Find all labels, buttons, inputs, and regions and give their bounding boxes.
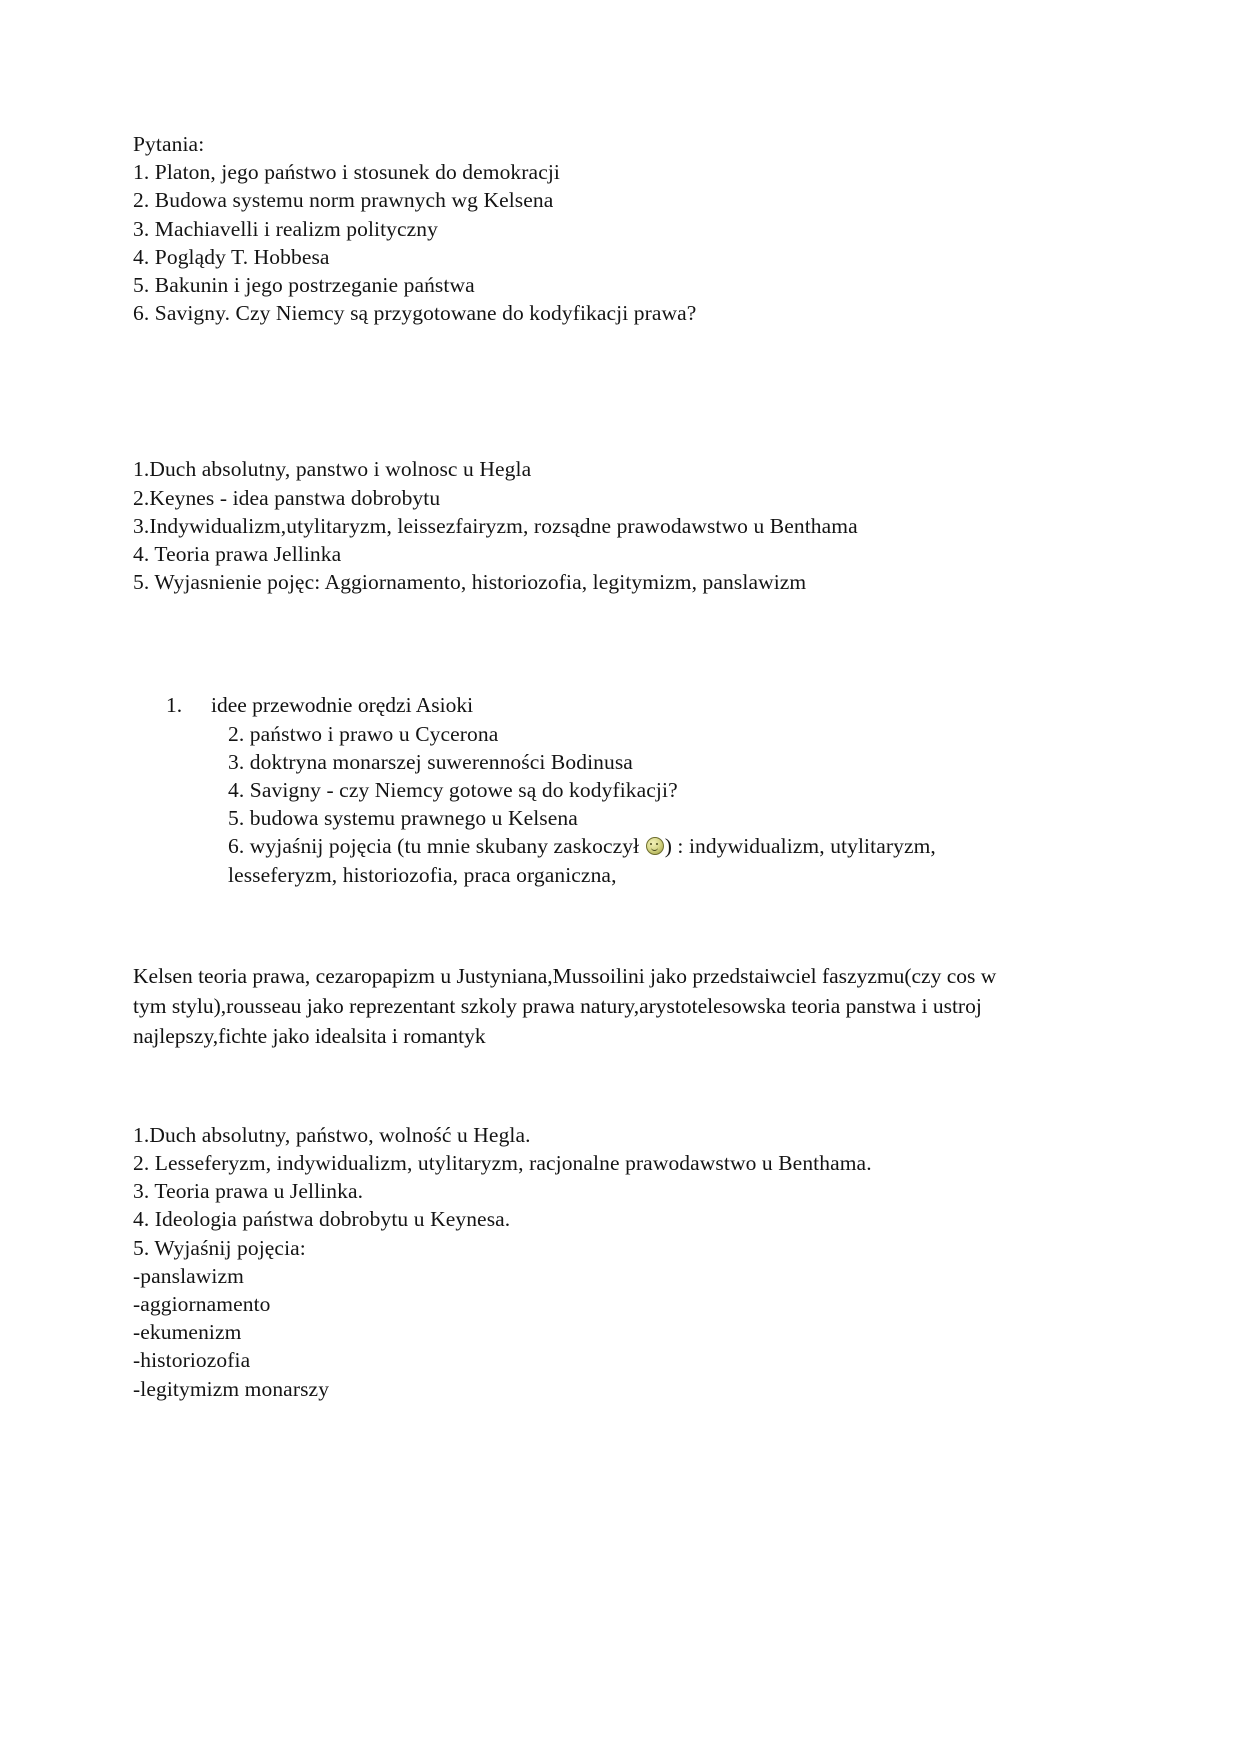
question-item: 2.Keynes - idea panstwa dobrobytu: [133, 485, 441, 510]
ordered-list-rest: [228, 720, 1133, 889]
list-item-with-emoji: [228, 832, 1133, 860]
question-item: 2. Lesseferyzm, indywidualizm, utylitaryzm, racjonalne prawodawstwo u Benthama.: [133, 1151, 872, 1176]
list-item: 5. budowa systemu prawnego u Kelsena: [228, 806, 578, 831]
block-spacer: [133, 327, 1133, 455]
questions-header: Pytania:: [133, 132, 205, 156]
questions-block-1: [133, 130, 1133, 327]
list-item: 2. państwo i prawo u Cycerona: [228, 721, 499, 746]
question-item: 3. Teoria prawa u Jellinka.: [133, 1179, 364, 1204]
questions-block-3: [166, 691, 1133, 888]
question-item: 1.Duch absolutny, państwo, wolność u Hegla.: [133, 1122, 531, 1147]
question-item: 3.Indywidualizm,utylitaryzm, leissezfairyzm, rozsądne prawodawstwo u Benthama: [133, 513, 858, 538]
ordered-list-item-1: [166, 691, 1133, 719]
block-spacer: [133, 889, 1133, 961]
question-item: 4. Poglądy T. Hobbesa: [133, 244, 330, 269]
list-marker: 1.: [166, 693, 183, 718]
question-item: 6. Savigny. Czy Niemcy są przygotowane do kodyfikacji prawa?: [133, 301, 697, 326]
list-item: 3. doktryna monarszej suwerenności Bodinusa: [228, 749, 633, 774]
concept-item: -panslawizm: [133, 1263, 244, 1288]
concept-item: -ekumenizm: [133, 1320, 242, 1345]
question-item: 5. Bakunin i jego postrzeganie państwa: [133, 273, 475, 298]
question-item: 4. Ideologia państwa dobrobytu u Keynesa.: [133, 1207, 511, 1232]
list-item-text-before-emoji: 6. wyjaśnij pojęcia (tu mnie skubany zaskoczył: [228, 834, 645, 859]
question-item: 5. Wyjasnienie pojęc: Aggiornamento, historiozofia, legitymizm, panslawizm: [133, 570, 807, 595]
list-item-text-after-emoji: ) : indywidualizm, utylitaryzm,: [664, 834, 936, 859]
list-item-text: idee przewodnie orędzi Asioki: [211, 693, 474, 718]
question-item: 3. Machiavelli i realizm polityczny: [133, 216, 438, 241]
question-item: 4. Teoria prawa Jellinka: [133, 542, 342, 567]
question-item: 2. Budowa systemu norm prawnych wg Kelsena: [133, 188, 554, 213]
question-item: 1.Duch absolutny, panstwo i wolnosc u Hegla: [133, 457, 532, 482]
block-spacer: [133, 1051, 1133, 1121]
questions-block-2: [133, 455, 1133, 596]
concept-item: -historiozofia: [133, 1348, 251, 1373]
question-item: 5. Wyjaśnij pojęcia:: [133, 1235, 306, 1260]
questions-block-5: [133, 1121, 1133, 1403]
concept-item: -aggiornamento: [133, 1292, 271, 1317]
list-item: 4. Savigny - czy Niemcy gotowe są do kodyfikacji?: [228, 778, 678, 803]
questions-block-4: [133, 961, 1133, 1051]
smiley-face-emoji: [646, 837, 664, 855]
question-item: 1. Platon, jego państwo i stosunek do demokracji: [133, 160, 560, 185]
paragraph-text: Kelsen teoria prawa, cezaropapizm u Justyniana,Mussoilini jako przedstaiwciel faszyzmu(czy cos w tym stylu),rousseau jako reprezentant szkoly prawa natury,arystotelesowska teoria panstwa i ustroj najlepszy,fichte jako idealsita i romantyk: [133, 963, 997, 1048]
document-content: [133, 130, 1133, 1403]
list-item-continuation: lesseferyzm, historiozofia, praca organiczna,: [228, 862, 617, 887]
block-spacer: [133, 596, 1133, 691]
concept-item: -legitymizm monarszy: [133, 1376, 330, 1401]
